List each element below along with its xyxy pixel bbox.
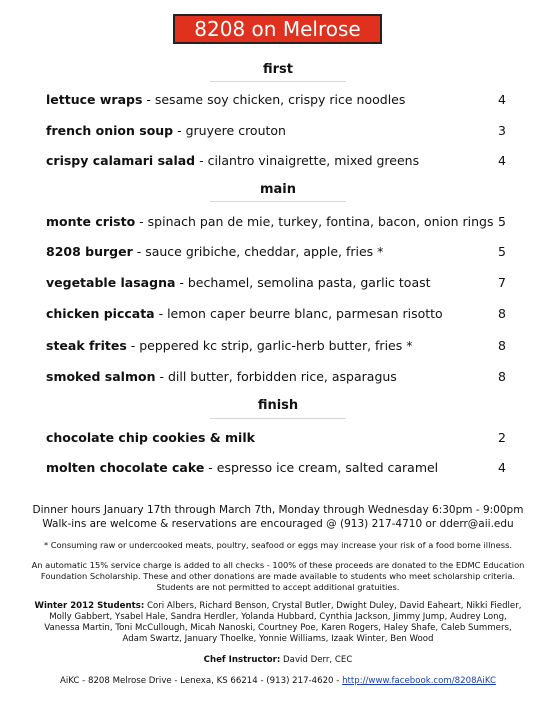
menu-item-description: - gruyere crouton xyxy=(173,123,286,138)
menu-item xyxy=(46,430,506,445)
menu-item-price: 4 xyxy=(498,92,506,107)
menu-item xyxy=(46,214,506,229)
students-line-2: Molly Gabbert, Ysabel Hale, Sandra Herdler, Yolanda Hubbard, Cynthia Jackson, Jimmy Jump, Audrey Long, xyxy=(49,612,507,622)
menu-item-name: vegetable lasagna xyxy=(46,275,176,290)
menu-item xyxy=(46,306,506,321)
menu-item-name: chicken piccata xyxy=(46,306,155,321)
dinner-hours-text: Dinner hours January 17th through March 7th, Monday through Wednesday 6:30pm - 9:00pm xyxy=(32,504,524,516)
menu-item xyxy=(46,153,506,168)
menu-item-description: - espresso ice cream, salted caramel xyxy=(204,460,439,475)
menu-item-name: monte cristo xyxy=(46,214,136,229)
menu-item-name: chocolate chip cookies & milk xyxy=(46,430,255,445)
menu-item-description: - sesame soy chicken, crispy rice noodles xyxy=(142,92,406,107)
menu-item-name: molten chocolate cake xyxy=(46,460,205,475)
menu-item-price: 8 xyxy=(498,369,506,384)
menu-item-price: 3 xyxy=(498,123,506,138)
students-line-4: Adam Swartz, January Thoelke, Yonnie Williams, Izaak Winter, Ben Wood xyxy=(122,634,434,644)
menu-item-description: - dill butter, forbidden rice, asparagus xyxy=(155,369,397,384)
menu-item-price: 7 xyxy=(498,275,506,290)
menu-item-price: 8 xyxy=(498,306,506,321)
chef-name: David Derr, CEC xyxy=(280,655,353,665)
footer xyxy=(0,676,556,686)
menu-item-price: 4 xyxy=(498,460,506,475)
menu-item-name: lettuce wraps xyxy=(46,92,143,107)
menu-item xyxy=(46,92,506,107)
menu-item-description: - lemon caper beurre blanc, parmesan risotto xyxy=(154,306,443,321)
menu-item-description: - peppered kc strip, garlic-herb butter, fries * xyxy=(126,338,413,353)
menu-item-price: 4 xyxy=(498,153,506,168)
service-charge-line-2: Foundation Scholarship. These and other donations are made available to students who meet scholarship criteria. xyxy=(40,571,516,581)
menu-item-description: - bechamel, semolina pasta, garlic toast xyxy=(175,275,431,290)
students-line-1 xyxy=(0,601,556,611)
service-charge-line-1: An automatic 15% service charge is added to all checks - 100% of these proceeds are donated to the EDMC Education xyxy=(31,560,525,570)
menu-item-name: french onion soup xyxy=(46,123,174,138)
menu-item-price: 8 xyxy=(498,338,506,353)
section-divider xyxy=(210,81,346,82)
section-heading-finish: finish xyxy=(257,398,299,413)
students-line-3: Vanessa Martin, Toni McCullough, Micah Nanoski, Courtney Poe, Karen Rogers, Haley Shafe, Caleb Summers, xyxy=(44,623,512,633)
menu-item-name: smoked salmon xyxy=(46,369,156,384)
menu-item-description: - sauce gribiche, cheddar, apple, fries * xyxy=(132,244,384,259)
chef-instructor xyxy=(0,655,556,665)
section-divider xyxy=(210,418,346,419)
menu-item xyxy=(46,369,506,384)
section-heading-first: first xyxy=(263,62,293,77)
menu-item-price: 5 xyxy=(498,244,506,259)
students-names: Cori Albers, Richard Benson, Crystal Butler, Dwight Duley, David Eaheart, Nikki Fiedler, xyxy=(144,601,522,611)
menu-item-name: steak frites xyxy=(46,338,127,353)
footer-address: AiKC - 8208 Melrose Drive - Lenexa, KS 66214 - (913) 217-4620 - xyxy=(60,676,343,686)
menu-item-name: crispy calamari salad xyxy=(46,153,196,168)
chef-label: Chef Instructor: xyxy=(203,655,281,665)
menu-item xyxy=(46,338,506,353)
menu-item xyxy=(46,460,506,475)
menu-item-name: 8208 burger xyxy=(46,244,133,259)
menu-item xyxy=(46,275,506,290)
section-divider xyxy=(210,201,346,202)
menu-item xyxy=(46,123,506,138)
section-heading-main: main xyxy=(259,182,297,197)
service-charge-line-3: Students are not permitted to accept additional gratuities. xyxy=(156,582,400,592)
menu-item-description: - spinach pan de mie, turkey, fontina, bacon, onion rings xyxy=(135,214,494,229)
menu-title: 8208 on Melrose xyxy=(173,14,382,44)
menu-item xyxy=(46,244,506,259)
facebook-link[interactable]: http://www.facebook.com/8208AiKC xyxy=(342,676,496,686)
menu-item-description: - cilantro vinaigrette, mixed greens xyxy=(195,153,420,168)
students-label: Winter 2012 Students: xyxy=(34,601,145,611)
menu-item-price: 2 xyxy=(498,430,506,445)
food-safety-warning: * Consuming raw or undercooked meats, poultry, seafood or eggs may increase your risk of a food borne illness. xyxy=(43,540,513,550)
reservations-text: Walk-ins are welcome & reservations are encouraged @ (913) 217-4710 or dderr@aii.edu xyxy=(42,518,514,530)
menu-item-price: 5 xyxy=(498,214,506,229)
